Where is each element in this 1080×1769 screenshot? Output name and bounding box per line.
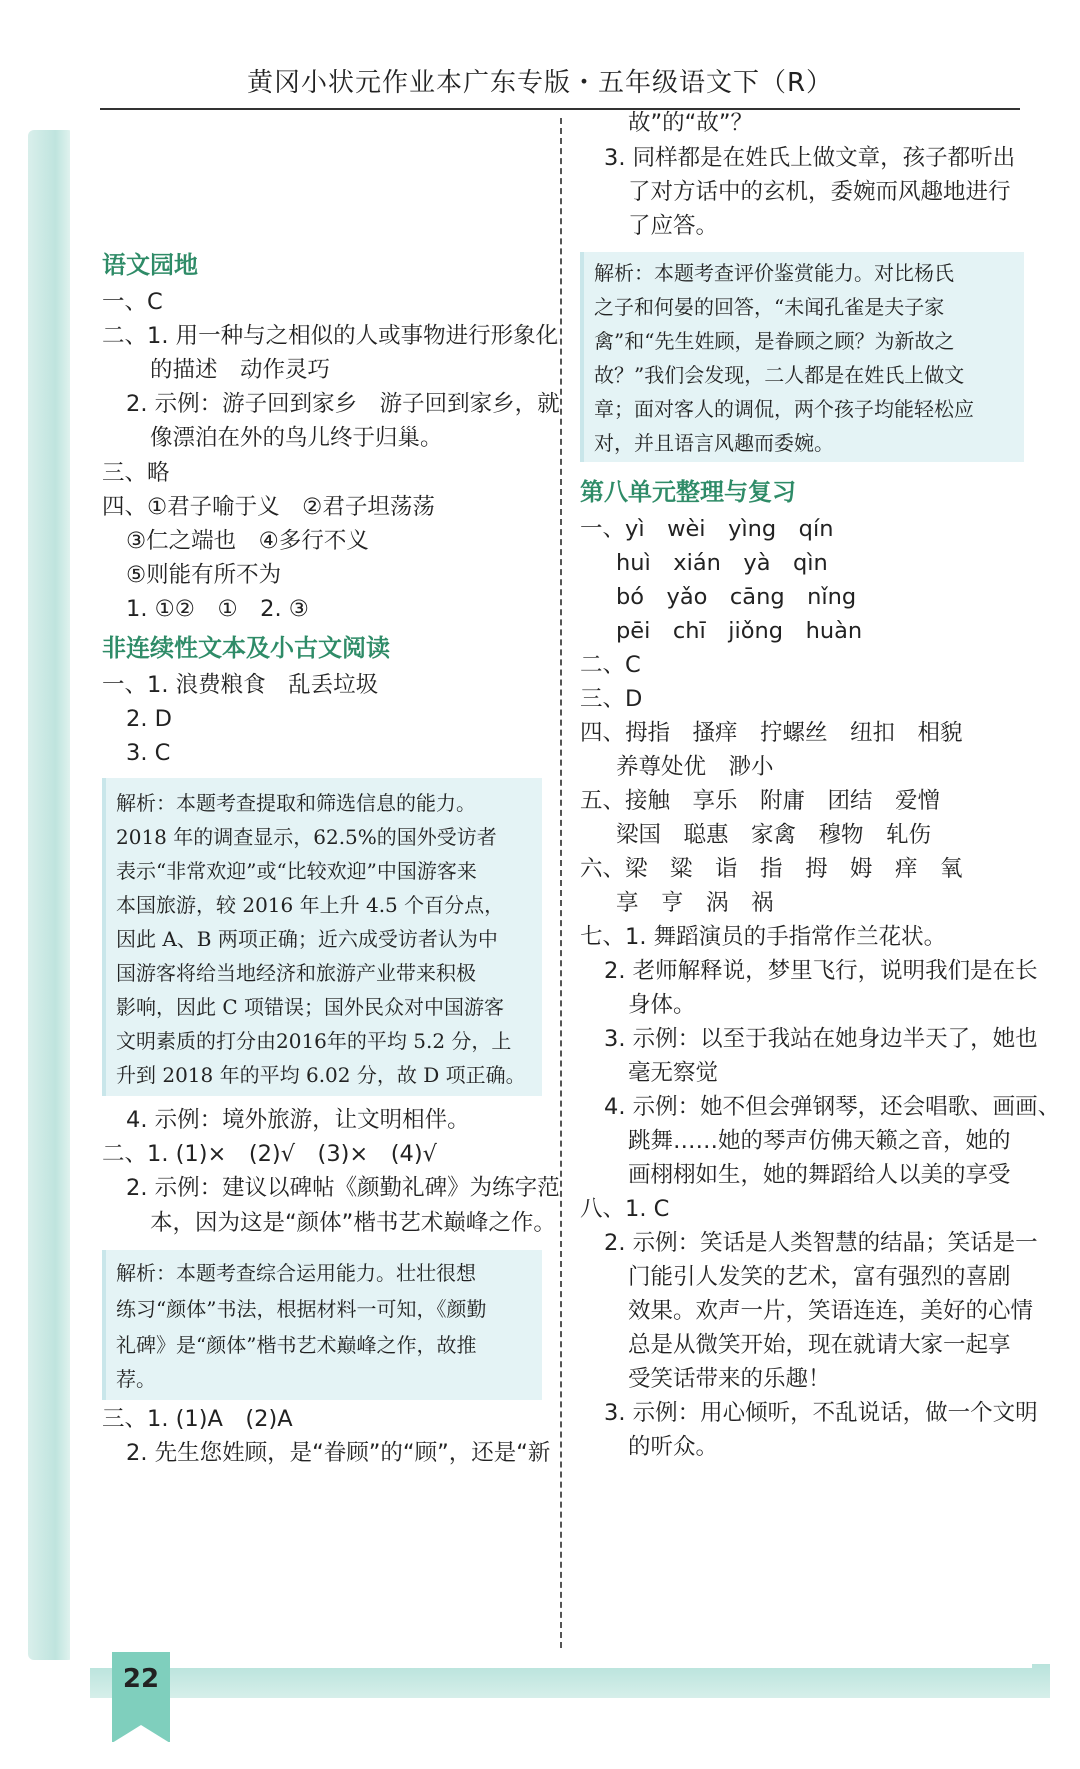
answer-line: 的描述 动作灵巧 (150, 357, 331, 383)
analysis-line: 影响，因此 C 项错误；国外民众对中国游客 (116, 995, 505, 1019)
page-header-title: 黄冈小状元作业本广东专版・五年级语文下（R） (246, 68, 834, 98)
answer-line: huì xián yà qìn (616, 550, 828, 576)
analysis-line: 因此 A、B 两项正确；近六成受访者认为中 (116, 927, 498, 951)
analysis-line: 解析：本题考查综合运用能力。壮壮很想 (116, 1261, 476, 1285)
answer-line: 身体。 (628, 992, 696, 1018)
analysis-line: 国游客将给当地经济和旅游产业带来积极 (116, 961, 476, 985)
analysis-box (102, 1250, 542, 1400)
answer-line: 本，因为这是“颜体”楷书艺术巅峰之作。 (150, 1210, 556, 1236)
answer-line: 三、略 (102, 460, 170, 486)
answer-line: 1. ①② ① 2. ③ (126, 596, 309, 622)
analysis-line: 练习“颜体”书法，根据材料一可知，《颜勤 (116, 1297, 487, 1321)
column-divider (560, 118, 562, 1648)
answer-line: 像漂泊在外的鸟儿终于归巢。 (150, 425, 443, 451)
answer-line: 2. 示例：游子回到家乡 游子回到家乡，就 (126, 391, 560, 417)
section-title-feilianxu: 非连续性文本及小古文阅读 (102, 634, 390, 662)
analysis-line: 本国旅游，较 2016 年上升 4.5 个百分点， (116, 893, 505, 917)
analysis-line: 故？”我们会发现，二人都是在姓氏上做文 (594, 363, 965, 387)
analysis-line: 对，并且语言风趣而委婉。 (594, 431, 834, 455)
answer-line: 门能引人发笑的艺术，富有强烈的喜剧 (628, 1264, 1011, 1290)
answer-line: 一、C (102, 289, 163, 315)
analysis-box (580, 252, 1024, 462)
page-number: 22 (122, 1664, 160, 1694)
answer-line: 2. 示例：笑话是人类智慧的结晶；笑话是一 (604, 1230, 1038, 1256)
answer-line: 总是从微笑开始，现在就请大家一起享 (628, 1332, 1011, 1358)
answer-line: 3. 同样都是在姓氏上做文章，孩子都听出 (604, 145, 1016, 171)
analysis-line: 解析：本题考查评价鉴赏能力。对比杨氏 (594, 261, 954, 285)
answer-line: bó yǎo cāng nǐng (616, 584, 857, 610)
answer-line: 跳舞……她的琴声仿佛天籁之音，她的 (628, 1128, 1011, 1154)
answer-line: 2. 先生您姓顾，是“眷顾”的“顾”，还是“新 (126, 1440, 551, 1466)
answer-line: 四、①君子喻于义 ②君子坦荡荡 (102, 494, 435, 520)
answer-line: 八、1. C (580, 1196, 670, 1222)
answer-line: 一、1. 浪费粮食 乱丢垃圾 (102, 672, 379, 698)
answer-line: 3. 示例：用心倾听，不乱说话，做一个文明 (604, 1400, 1038, 1426)
answer-line: 二、C (580, 652, 641, 678)
answer-line: 3. 示例：以至于我站在她身边半天了，她也 (604, 1026, 1038, 1052)
answer-line: 了对方话中的玄机，委婉而风趣地进行 (628, 179, 1011, 205)
answer-line: 五、接触 享乐 附庸 团结 爱憎 (580, 788, 941, 814)
answer-line: 六、梁 粱 诣 指 拇 姆 痒 氧 (580, 856, 963, 882)
answer-line: 2. 示例：建议以碑帖《颜勤礼碑》为练字范 (126, 1175, 560, 1201)
answer-line: 2. 老师解释说，梦里飞行，说明我们是在长 (604, 958, 1038, 984)
answer-line: 的听众。 (628, 1434, 719, 1460)
answer-line: 享 亨 涡 祸 (616, 890, 774, 916)
section-title-yuwen-yuandi: 语文园地 (102, 251, 198, 279)
analysis-line: 章；面对客人的调侃，两个孩子均能轻松应 (594, 397, 974, 421)
answer-line: 三、1. (1)A (2)A (102, 1406, 293, 1432)
analysis-line: 礼碑》是“颜体”楷书艺术巅峰之作，故推 (116, 1333, 477, 1357)
answer-line: 七、1. 舞蹈演员的手指常作兰花状。 (580, 924, 947, 950)
answer-line: 四、拇指 搔痒 拧螺丝 纽扣 相貌 (580, 720, 963, 746)
answer-line: 4. 示例：境外旅游，让文明相伴。 (126, 1107, 470, 1133)
answer-line: 毫无察觉 (628, 1060, 719, 1086)
page-side-shadow (28, 130, 74, 1660)
analysis-line: 2018 年的调查显示，62.5%的国外受访者 (116, 825, 497, 849)
answer-line: 2. D (126, 706, 172, 732)
analysis-line: 解析：本题考查提取和筛选信息的能力。 (116, 791, 476, 815)
answer-line: pēi chī jiǒng huàn (616, 618, 863, 644)
answer-line: 一、yì wèi yìng qín (580, 516, 834, 542)
answer-line: ③仁之端也 ④多行不义 (126, 528, 369, 554)
answer-line: 画栩栩如生，她的舞蹈给人以美的享受 (628, 1162, 1011, 1188)
answer-line: 三、D (580, 686, 643, 712)
answer-line: 故”的“故”？ (628, 110, 753, 136)
analysis-line: 表示“非常欢迎”或“比较欢迎”中国游客来 (116, 859, 477, 883)
analysis-line: 之子和何晏的回答，“未闻孔雀是夫子家 (594, 295, 945, 319)
analysis-line: 荐。 (116, 1367, 156, 1391)
header-rule (100, 108, 1020, 110)
answer-line: 二、1. 用一种与之相似的人或事物进行形象化 (102, 323, 559, 349)
answer-line: 效果。欢声一片，笑语连连，美好的心情 (628, 1298, 1034, 1324)
answer-line: 二、1. (1)× (2)√ (3)× (4)√ (102, 1141, 437, 1167)
answer-line: 了应答。 (628, 213, 719, 239)
answer-line: 受笑话带来的乐趣！ (628, 1366, 831, 1392)
section-title-unit8: 第八单元整理与复习 (580, 478, 796, 506)
answer-line: ⑤则能有所不为 (126, 562, 282, 588)
answer-line: 梁国 聪惠 家禽 穆物 轧伤 (616, 822, 932, 848)
page-bottom-shadow (90, 1664, 1050, 1698)
answer-line: 4. 示例：她不但会弹钢琴，还会唱歌、画画、 (604, 1094, 1061, 1120)
analysis-box (102, 778, 542, 1096)
answer-line: 3. C (126, 740, 171, 766)
analysis-line: 升到 2018 年的平均 6.02 分，故 D 项正确。 (116, 1063, 526, 1087)
answer-line: 养尊处优 渺小 (616, 754, 774, 780)
analysis-line: 禽”和“先生姓顾，是眷顾之顾？为新故之 (594, 329, 955, 353)
analysis-line: 文明素质的打分由2016年的平均 5.2 分，上 (116, 1029, 512, 1053)
